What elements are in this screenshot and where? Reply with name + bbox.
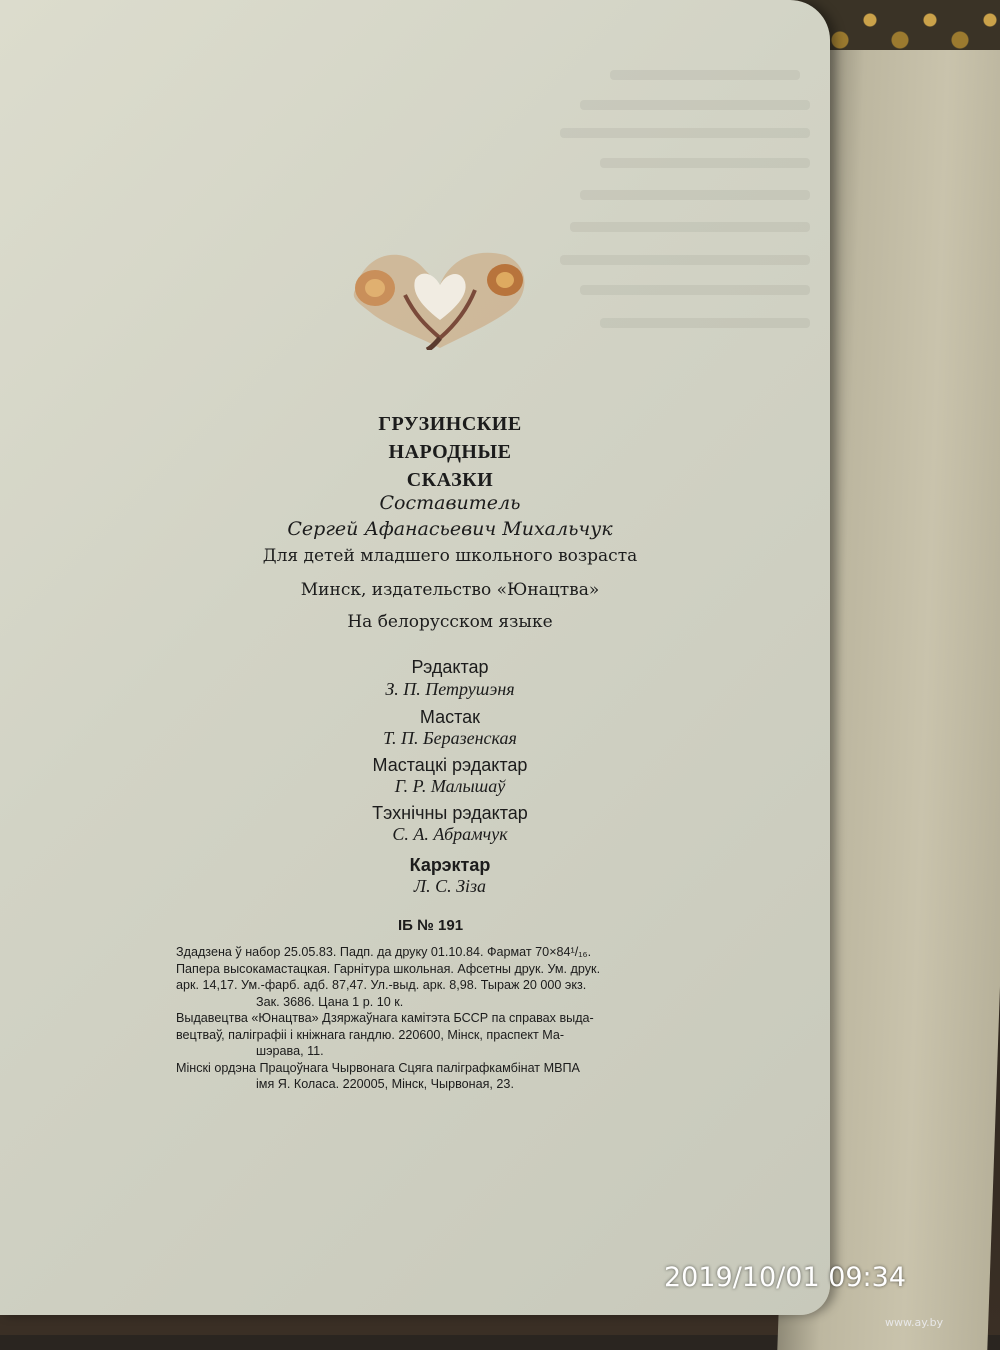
credit-role: Мастацкі рэдактар xyxy=(372,755,528,775)
imprint-line: Здадзена ў набор 25.05.83. Падп. да друку 01.10.84. Фармат 70×84¹/₁₆. xyxy=(176,945,592,959)
ib-number: ІБ № 191 xyxy=(398,917,464,934)
credit-name: Л. С. Зіза xyxy=(413,876,487,896)
credit-role: Тэхнічны рэдактар xyxy=(372,803,528,823)
photo-timestamp: 2019/10/01 09:34 xyxy=(664,1262,907,1293)
imprint-line: Зак. 3686. Цана 1 р. 10 к. xyxy=(256,994,404,1009)
site-watermark: www.ay.by xyxy=(885,1316,944,1329)
title-line-1: ГРУЗИНСКИЕ xyxy=(378,413,522,435)
credit-role: Карэктар xyxy=(409,855,491,875)
credit-role: Рэдактар xyxy=(411,657,489,677)
credit-name: С. А. Абрамчук xyxy=(392,824,508,844)
credit-role: Мастак xyxy=(419,707,481,727)
imprint-line: арк. 14,17. Ум.-фарб. адб. 87,47. Ул.-выд. арк. 8,98. Тыраж 20 000 экз. xyxy=(176,978,587,992)
audience-line: Для детей младшего школьного возраста xyxy=(262,546,638,566)
publisher-line: Минск, издательство «Юнацтва» xyxy=(300,580,600,600)
language-line: На белорусском языке xyxy=(347,612,553,632)
imprint-block xyxy=(176,944,746,1093)
imprint-line: шэрава, 11. xyxy=(256,1044,324,1058)
credit-name: Г. Р. Малышаў xyxy=(394,776,506,796)
book-title xyxy=(0,410,900,494)
credit-name: З. П. Петрушэня xyxy=(385,679,515,699)
compiler-label: Составитель xyxy=(379,492,521,514)
title-line-2: НАРОДНЫЕ xyxy=(388,441,512,463)
credit-name: Т. П. Беразенская xyxy=(383,728,517,748)
imprint-line: імя Я. Коласа. 220005, Мінск, Чырвоная, 23. xyxy=(256,1077,514,1091)
title-line-3: СКАЗКИ xyxy=(406,469,494,491)
imprint-line: Папера высокамастацкая. Гарнітура школьная. Афсетны друк. Ум. друк. xyxy=(176,961,601,976)
imprint-line: вецтваў, паліграфіі і кніжнага гандлю. 220600, Мінск, праспект Ма- xyxy=(176,1027,565,1042)
imprint-line: Мінскі ордэна Працоўнага Чырвонага Сцяга паліграфкамбінат МВПА xyxy=(176,1060,580,1075)
compiler-name: Сергей Афанасьевич Михальчук xyxy=(287,518,613,540)
heart-ornament-icon xyxy=(345,240,535,350)
imprint-line: Выдавецтва «Юнацтва» Дзяржаўнага камітэта БССР па справах выда- xyxy=(176,1011,594,1025)
